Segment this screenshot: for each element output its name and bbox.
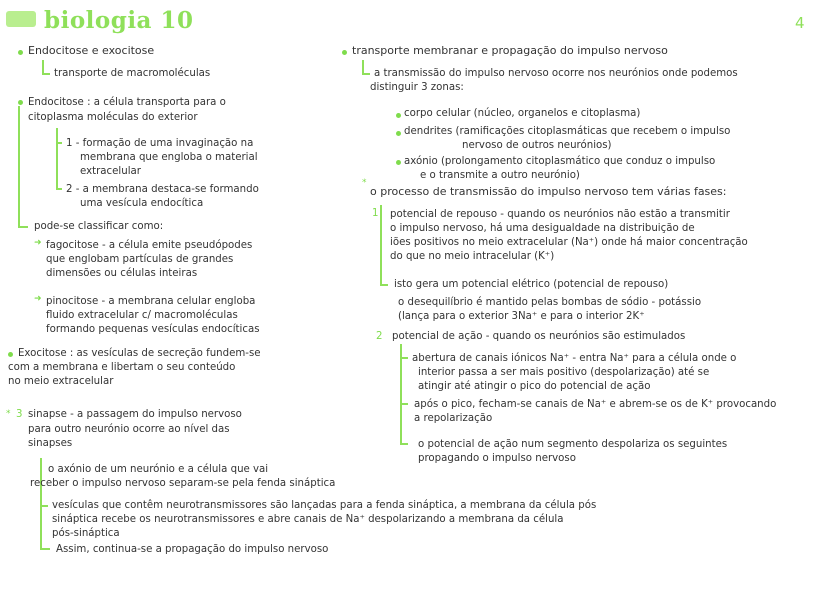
bottom-line: pós-sináptica: [52, 528, 120, 539]
star-icon: *: [6, 409, 11, 419]
connector-line: [40, 458, 42, 548]
bottom-line: receber o impulso nervoso separam-se pela fenda sináptica: [30, 478, 336, 489]
endocitose-line: Endocitose : a célula transporta para o: [28, 97, 226, 108]
bullet-icon: [342, 50, 347, 55]
exocitose-line: Exocitose : as vesículas de secreção fundem-se: [18, 348, 261, 359]
repouso-line: iões positivos no meio extracelular (Na⁺) onde há maior concentração: [390, 237, 748, 248]
potencial-eletrico-line: isto gera um potencial elétrico (potencial de repouso): [394, 279, 669, 290]
bullet-icon: [18, 100, 23, 105]
arrow-icon: ➜: [34, 294, 42, 304]
bottom-line: sináptica recebe os neurotransmissores e abre canais de Na⁺ despolarizando a membrana da célula: [52, 514, 564, 525]
fagocitose-line: fagocitose - a célula emite pseudópodes: [46, 240, 253, 251]
processo-line: o processo de transmissão do impulso nervoso tem várias fases:: [370, 185, 727, 198]
connector-line: [400, 443, 408, 445]
connector-line: [400, 344, 402, 444]
dendrites-line: dendrites (ramificações citoplasmáticas que recebem o impulso: [404, 126, 731, 137]
connector-line: [40, 505, 48, 507]
phase-number: 2: [376, 331, 383, 342]
connector-line: [362, 60, 364, 74]
subheading-transporte: transporte de macromoléculas: [54, 68, 211, 79]
sinapse-number: 3: [16, 409, 23, 420]
classificar-line: pode-se classificar como:: [34, 221, 164, 232]
connector-line: [380, 205, 382, 285]
connector-line: [56, 188, 62, 190]
bullet-icon: [396, 160, 401, 165]
page-title: biologia 10: [44, 7, 194, 34]
axonio-line: e o transmite a outro neurónio): [420, 170, 580, 181]
pinocitose-line: formando pequenas vesículas endocíticas: [46, 324, 260, 335]
repouso-line: do que no meio intracelular (K⁺): [390, 251, 555, 262]
abertura-line: abertura de canais iónicos Na⁺ - entra Na⁺ para a célula onde o: [412, 353, 737, 364]
segmento-line: o potencial de ação num segmento despolariza os seguintes: [418, 439, 728, 450]
dendrites-line: nervoso de outros neurónios): [462, 140, 612, 151]
repouso-line: potencial de repouso - quando os neurónios não estão a transmitir: [390, 209, 730, 220]
bottom-line: Assim, continua-se a propagação do impulso nervoso: [56, 544, 329, 555]
step-1-line: extracelular: [80, 166, 141, 177]
connector-line: [362, 73, 370, 75]
connector-line: [380, 284, 388, 286]
pico-line: após o pico, fecham-se canais de Na⁺ e abrem-se os de K⁺ provocando: [414, 399, 777, 410]
phase-number: 1: [372, 208, 379, 219]
connector-line: [42, 60, 44, 74]
star-icon: *: [362, 178, 367, 188]
desequilibrio-line: o desequilíbrio é mantido pelas bombas de sódio - potássio: [398, 297, 702, 308]
connector-line: [56, 142, 62, 144]
sinapse-line: sinapse - a passagem do impulso nervoso: [28, 409, 242, 420]
bullet-icon: [8, 352, 13, 357]
step-1-line: membrana que engloba o material: [80, 152, 258, 163]
pinocitose-line: pinocitose - a membrana celular engloba: [46, 296, 256, 307]
transmissao-line: distinguir 3 zonas:: [370, 82, 464, 93]
repouso-line: o impulso nervoso, há uma desigualdade na distribuição de: [390, 223, 695, 234]
connector-line: [56, 128, 58, 188]
fagocitose-line: dimensões ou células inteiras: [46, 268, 198, 279]
pico-line: a repolarização: [414, 413, 493, 424]
connector-line: [18, 226, 28, 228]
connector-line: [18, 106, 20, 226]
heading-transporte: transporte membranar e propagação do impulso nervoso: [352, 44, 668, 57]
step-2-line: uma vesícula endocítica: [80, 198, 204, 209]
connector-line: [42, 73, 50, 75]
bottom-line: vesículas que contêm neurotransmissores são lançadas para a fenda sináptica, a membrana da célula pós: [52, 500, 597, 511]
connector-line: [400, 357, 408, 359]
connector-line: [40, 548, 50, 550]
desequilibrio-line: (lança para o exterior 3Na⁺ e para o interior 2K⁺: [398, 311, 645, 322]
endocitose-line: citoplasma moléculas do exterior: [28, 112, 198, 123]
step-2-line: 2 - a membrana destaca-se formando: [66, 184, 259, 195]
bullet-icon: [396, 131, 401, 136]
corpo-line: corpo celular (núcleo, organelos e citoplasma): [404, 108, 641, 119]
sinapse-line: sinapses: [28, 438, 73, 449]
bullet-icon: [18, 50, 23, 55]
connector-line: [400, 403, 408, 405]
abertura-line: interior passa a ser mais positivo (despolarização) até se: [418, 367, 710, 378]
transmissao-line: a transmissão do impulso nervoso ocorre nos neurónios onde podemos: [374, 68, 738, 79]
bottom-line: o axónio de um neurónio e a célula que vai: [48, 464, 269, 475]
abertura-line: atingir até atingir o pico do potencial de ação: [418, 381, 651, 392]
bullet-icon: [396, 113, 401, 118]
sinapse-line: para outro neurónio ocorre ao nível das: [28, 424, 230, 435]
exocitose-line: com a membrana e libertam o seu conteúdo: [8, 362, 236, 373]
axonio-line: axónio (prolongamento citoplasmático que conduz o impulso: [404, 156, 716, 167]
fagocitose-line: que englobam partículas de grandes: [46, 254, 234, 265]
title-highlight: [6, 11, 36, 27]
exocitose-line: no meio extracelular: [8, 376, 114, 387]
acao-line: potencial de ação - quando os neurónios são estimulados: [392, 331, 686, 342]
step-1-line: 1 - formação de uma invaginação na: [66, 138, 254, 149]
pinocitose-line: fluido extracelular c/ macromoléculas: [46, 310, 238, 321]
arrow-icon: ➜: [34, 238, 42, 248]
segmento-line: propagando o impulso nervoso: [418, 453, 576, 464]
page-number: 4: [795, 14, 805, 32]
heading-endo-exo: Endocitose e exocitose: [28, 44, 155, 57]
